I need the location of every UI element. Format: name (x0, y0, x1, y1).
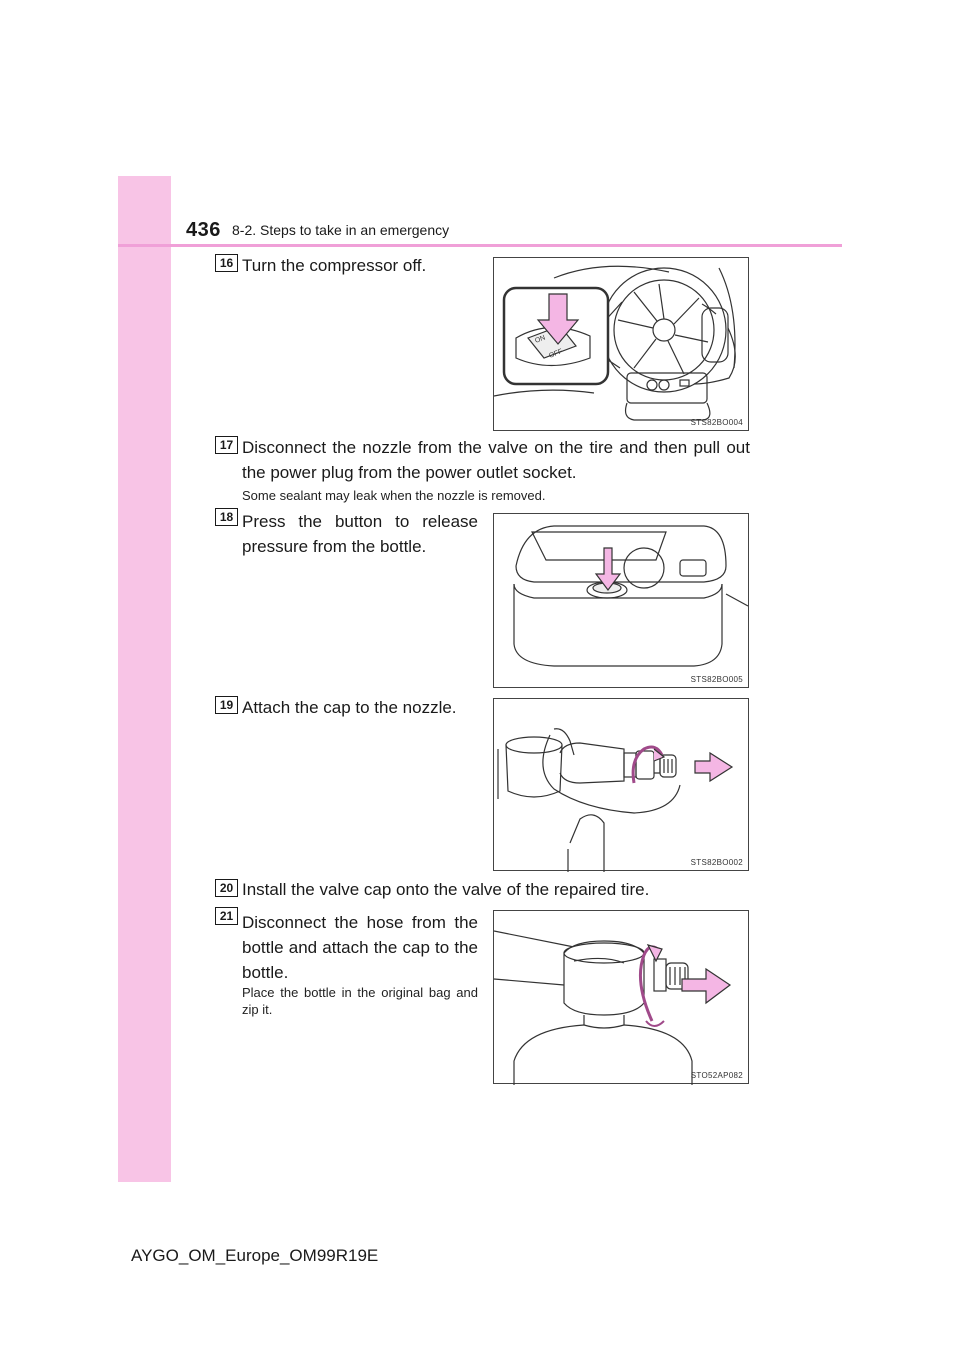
figure-pressure-release (493, 513, 749, 688)
header-rule (118, 244, 842, 247)
step-number-16: 16 (215, 254, 238, 272)
page-number: 436 (186, 219, 221, 241)
step-17-text: Disconnect the nozzle from the valve on the tire and then pull out the power plug from the power outlet socket. (242, 438, 750, 482)
step-17-note: Some sealant may leak when the nozzle is removed. (242, 488, 546, 503)
figure-code: STS82BO004 (690, 418, 743, 427)
switch-on-label: ON (534, 334, 547, 345)
step-number-20: 20 (215, 879, 238, 897)
step-18-text: Press the button to release pressure from the bottle. (242, 512, 478, 556)
attach-cap-arrow (682, 969, 730, 1003)
step-number-17: 17 (215, 436, 238, 454)
figure-code: STO52AP082 (690, 1071, 743, 1080)
step-21-text: Disconnect the hose from the bottle and attach the cap to the bottle. (242, 913, 478, 982)
figure-cap-nozzle (493, 698, 749, 871)
figure-bottle-cap (493, 910, 749, 1084)
step-number-19: 19 (215, 696, 238, 714)
step-20-text: Install the valve cap onto the valve of the repaired tire. (242, 880, 650, 899)
switch-off-label: OFF (548, 348, 564, 360)
footer-doc-code: AYGO_OM_Europe_OM99R19E (131, 1246, 379, 1265)
step-16-text: Turn the compressor off. (242, 256, 427, 275)
step-number-18: 18 (215, 508, 238, 526)
step-21-note: Place the bottle in the original bag and zip it. (242, 985, 478, 1017)
figure-code: STS82BO002 (690, 858, 743, 867)
figure-code: STS82BO005 (690, 675, 743, 684)
step-19-text: Attach the cap to the nozzle. (242, 698, 457, 717)
figure-compressor-off (493, 257, 749, 431)
attach-cap-arrow (695, 753, 732, 781)
step-number-21: 21 (215, 907, 238, 925)
section-title: 8-2. Steps to take in an emergency (232, 222, 450, 238)
chapter-sidebar (118, 176, 171, 1182)
